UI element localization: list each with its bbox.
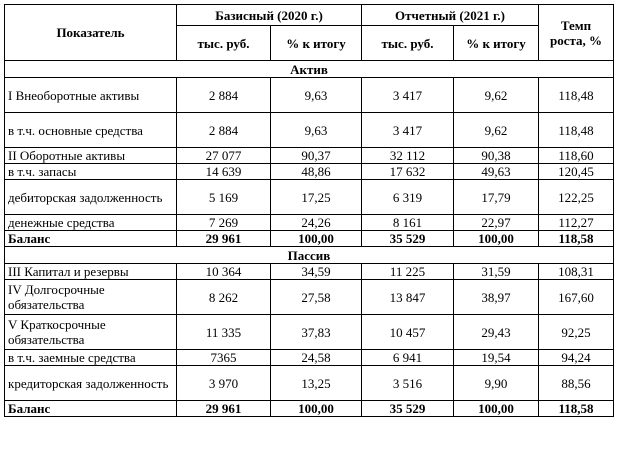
row-label: V Краткосрочные обязательства — [5, 315, 177, 350]
cell-report-abs: 35 529 — [362, 401, 454, 417]
cell-report-abs: 6 941 — [362, 350, 454, 366]
cell-base-abs: 2 884 — [177, 78, 271, 113]
cell-report-pct: 100,00 — [454, 401, 539, 417]
cell-growth: 94,24 — [539, 350, 614, 366]
row-label: дебиторская задолженность — [5, 180, 177, 215]
cell-base-abs: 3 970 — [177, 366, 271, 401]
row-label: в т.ч. запасы — [5, 164, 177, 180]
row-label: в т.ч. основные средства — [5, 113, 177, 148]
cell-base-pct: 100,00 — [271, 401, 362, 417]
row-label: I Внеоборотные активы — [5, 78, 177, 113]
section-liabilities — [5, 247, 614, 264]
cell-report-abs: 13 847 — [362, 280, 454, 315]
cell-base-pct: 17,25 — [271, 180, 362, 215]
table-row — [5, 78, 614, 113]
cell-report-pct: 17,79 — [454, 180, 539, 215]
cell-growth: 118,48 — [539, 113, 614, 148]
cell-report-pct: 9,62 — [454, 78, 539, 113]
cell-base-abs: 7365 — [177, 350, 271, 366]
row-label: Баланс — [5, 401, 177, 417]
cell-base-abs: 11 335 — [177, 315, 271, 350]
table-row — [5, 315, 614, 350]
cell-report-abs: 10 457 — [362, 315, 454, 350]
cell-report-pct: 9,90 — [454, 366, 539, 401]
cell-base-pct: 100,00 — [271, 231, 362, 247]
table-row-total — [5, 231, 614, 247]
cell-base-pct: 37,83 — [271, 315, 362, 350]
cell-base-pct: 24,58 — [271, 350, 362, 366]
table-row — [5, 180, 614, 215]
cell-report-pct: 31,59 — [454, 264, 539, 280]
cell-report-pct: 19,54 — [454, 350, 539, 366]
header-indicator: Показатель — [5, 5, 177, 61]
table-row — [5, 164, 614, 180]
cell-base-pct: 48,86 — [271, 164, 362, 180]
cell-base-pct: 9,63 — [271, 78, 362, 113]
row-label: II Оборотные активы — [5, 148, 177, 164]
table-row — [5, 113, 614, 148]
header-growth-rate: Темп роста, % — [539, 5, 614, 61]
section-assets — [5, 61, 614, 78]
header-base-period: Базисный (2020 г.) — [177, 5, 362, 26]
table-row — [5, 215, 614, 231]
cell-report-pct: 100,00 — [454, 231, 539, 247]
cell-report-abs: 8 161 — [362, 215, 454, 231]
row-label: кредиторская задолженность — [5, 366, 177, 401]
cell-report-pct: 29,43 — [454, 315, 539, 350]
cell-growth: 118,48 — [539, 78, 614, 113]
cell-base-abs: 2 884 — [177, 113, 271, 148]
cell-base-abs: 10 364 — [177, 264, 271, 280]
row-label: III Капитал и резервы — [5, 264, 177, 280]
row-label: в т.ч. заемные средства — [5, 350, 177, 366]
cell-base-abs: 7 269 — [177, 215, 271, 231]
cell-report-pct: 49,63 — [454, 164, 539, 180]
cell-report-abs: 3 516 — [362, 366, 454, 401]
cell-report-pct: 38,97 — [454, 280, 539, 315]
cell-base-pct: 24,26 — [271, 215, 362, 231]
cell-growth: 118,58 — [539, 401, 614, 417]
cell-growth: 88,56 — [539, 366, 614, 401]
cell-report-abs: 3 417 — [362, 78, 454, 113]
row-label: Баланс — [5, 231, 177, 247]
cell-report-abs: 35 529 — [362, 231, 454, 247]
header-report-percent: % к итогу — [454, 26, 539, 61]
cell-base-pct: 90,37 — [271, 148, 362, 164]
cell-base-pct: 34,59 — [271, 264, 362, 280]
table-row — [5, 280, 614, 315]
cell-report-pct: 9,62 — [454, 113, 539, 148]
table-row — [5, 350, 614, 366]
table-row — [5, 148, 614, 164]
cell-growth: 167,60 — [539, 280, 614, 315]
header-report-period: Отчетный (2021 г.) — [362, 5, 539, 26]
cell-growth: 108,31 — [539, 264, 614, 280]
cell-growth: 118,60 — [539, 148, 614, 164]
header-report-thousand: тыс. руб. — [362, 26, 454, 61]
header-base-percent: % к итогу — [271, 26, 362, 61]
table-row — [5, 264, 614, 280]
cell-base-abs: 5 169 — [177, 180, 271, 215]
header-row-1 — [5, 5, 614, 26]
cell-report-abs: 6 319 — [362, 180, 454, 215]
cell-report-abs: 17 632 — [362, 164, 454, 180]
row-label: денежные средства — [5, 215, 177, 231]
table-row — [5, 366, 614, 401]
cell-growth: 112,27 — [539, 215, 614, 231]
cell-report-abs: 3 417 — [362, 113, 454, 148]
cell-report-abs: 32 112 — [362, 148, 454, 164]
row-label: IV Долгосрочные обязательства — [5, 280, 177, 315]
cell-base-abs: 8 262 — [177, 280, 271, 315]
cell-growth: 120,45 — [539, 164, 614, 180]
cell-report-pct: 90,38 — [454, 148, 539, 164]
cell-base-abs: 14 639 — [177, 164, 271, 180]
table-row-total — [5, 401, 614, 417]
cell-growth: 92,25 — [539, 315, 614, 350]
cell-base-abs: 29 961 — [177, 231, 271, 247]
cell-base-pct: 9,63 — [271, 113, 362, 148]
cell-growth: 122,25 — [539, 180, 614, 215]
balance-table — [4, 4, 614, 417]
cell-base-abs: 27 077 — [177, 148, 271, 164]
section-liabilities-label: Пассив — [5, 247, 614, 264]
header-base-thousand: тыс. руб. — [177, 26, 271, 61]
cell-report-pct: 22,97 — [454, 215, 539, 231]
section-assets-label: Актив — [5, 61, 614, 78]
cell-base-abs: 29 961 — [177, 401, 271, 417]
cell-report-abs: 11 225 — [362, 264, 454, 280]
cell-growth: 118,58 — [539, 231, 614, 247]
cell-base-pct: 27,58 — [271, 280, 362, 315]
cell-base-pct: 13,25 — [271, 366, 362, 401]
